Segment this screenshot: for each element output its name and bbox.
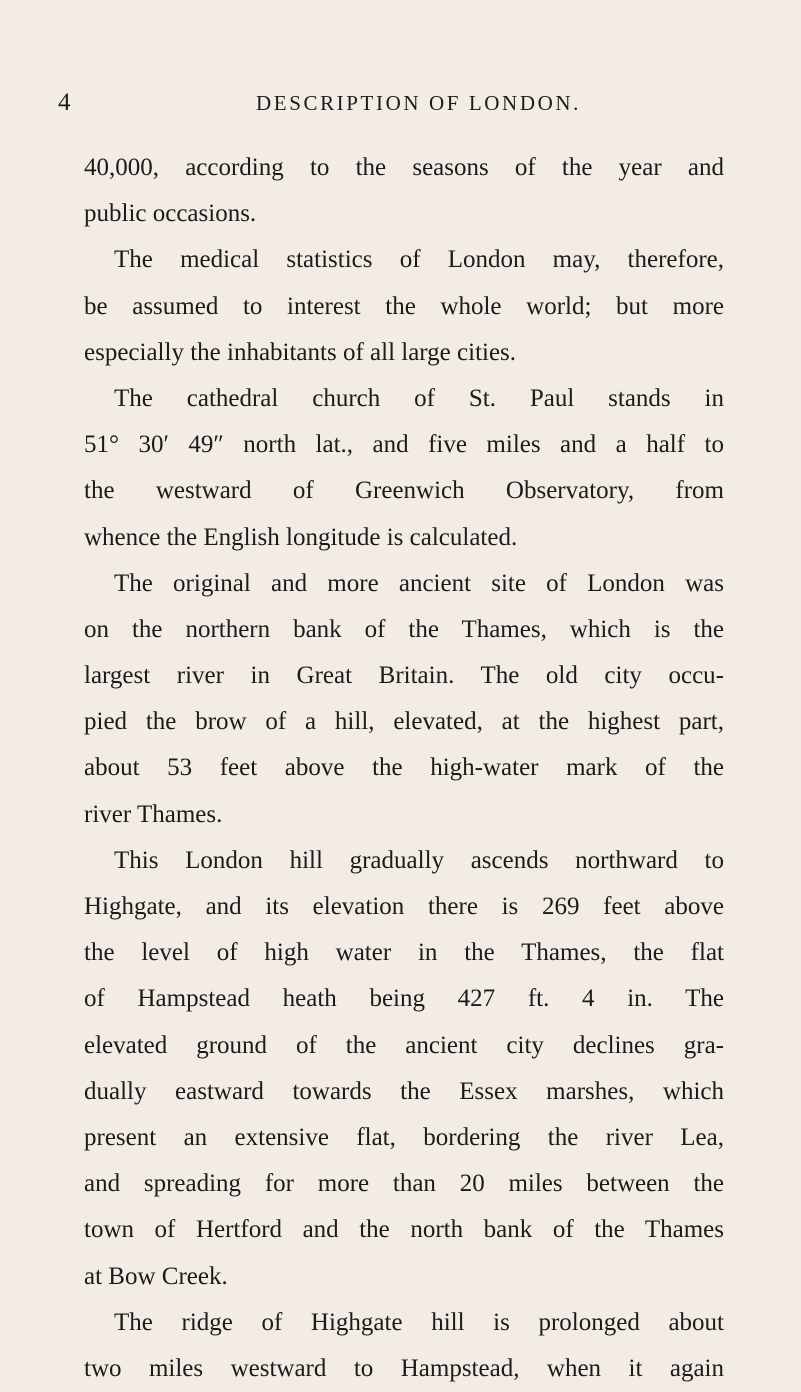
text-line: on the northern bank of the Thames, which is the [84,615,724,643]
page-number: 4 [58,89,71,116]
text-line: present an extensive flat, bordering the river Lea, [84,1123,724,1151]
text-line: The ridge of Highgate hill is prolonged about [114,1308,724,1336]
text-line: and spreading for more than 20 miles between the [84,1170,724,1198]
text-line: whence the English longitude is calculated. [84,523,518,551]
text-line: of Hampstead heath being 427 ft. 4 in. The [84,985,724,1013]
text-line: about 53 feet above the high-water mark of the [84,754,724,782]
text-line: at Bow Creek. [84,1262,228,1290]
text-line: be assumed to interest the whole world; but more [84,292,724,320]
page-header [58,86,718,120]
text-line: The cathedral church of St. Paul stands in [114,384,724,412]
text-line: dually eastward towards the Essex marshes, which [84,1077,724,1105]
text-line: two miles westward to Hampstead, when it again [84,1354,724,1382]
text-line: Highgate, and its elevation there is 269 feet above [84,893,724,920]
text-line: river Thames. [84,800,223,828]
text-line: the level of high water in the Thames, the flat [84,939,724,967]
text-line: 40,000, according to the seasons of the year and [84,154,724,181]
text-line: public occasions. [84,200,257,228]
text-line: the westward of Greenwich Observatory, from [84,477,724,505]
text-line: largest river in Great Britain. The old city occu- [84,662,724,690]
text-line: elevated ground of the ancient city declines gra- [84,1031,724,1059]
text-line: This London hill gradually ascends northward to [114,846,724,874]
text-line: 51° 30′ 49″ north lat., and five miles and a half to [84,431,724,459]
text-line: pied the brow of a hill, elevated, at the highest part, [84,708,724,736]
text-line: The original and more ancient site of London was [114,569,724,597]
text-line: town of Hertford and the north bank of the Thames [84,1216,724,1244]
body-text [84,145,724,1392]
text-line: especially the inhabitants of all large cities. [84,338,517,366]
text-line: The medical statistics of London may, therefore, [114,246,724,274]
running-title: DESCRIPTION OF LONDON. [256,91,581,115]
